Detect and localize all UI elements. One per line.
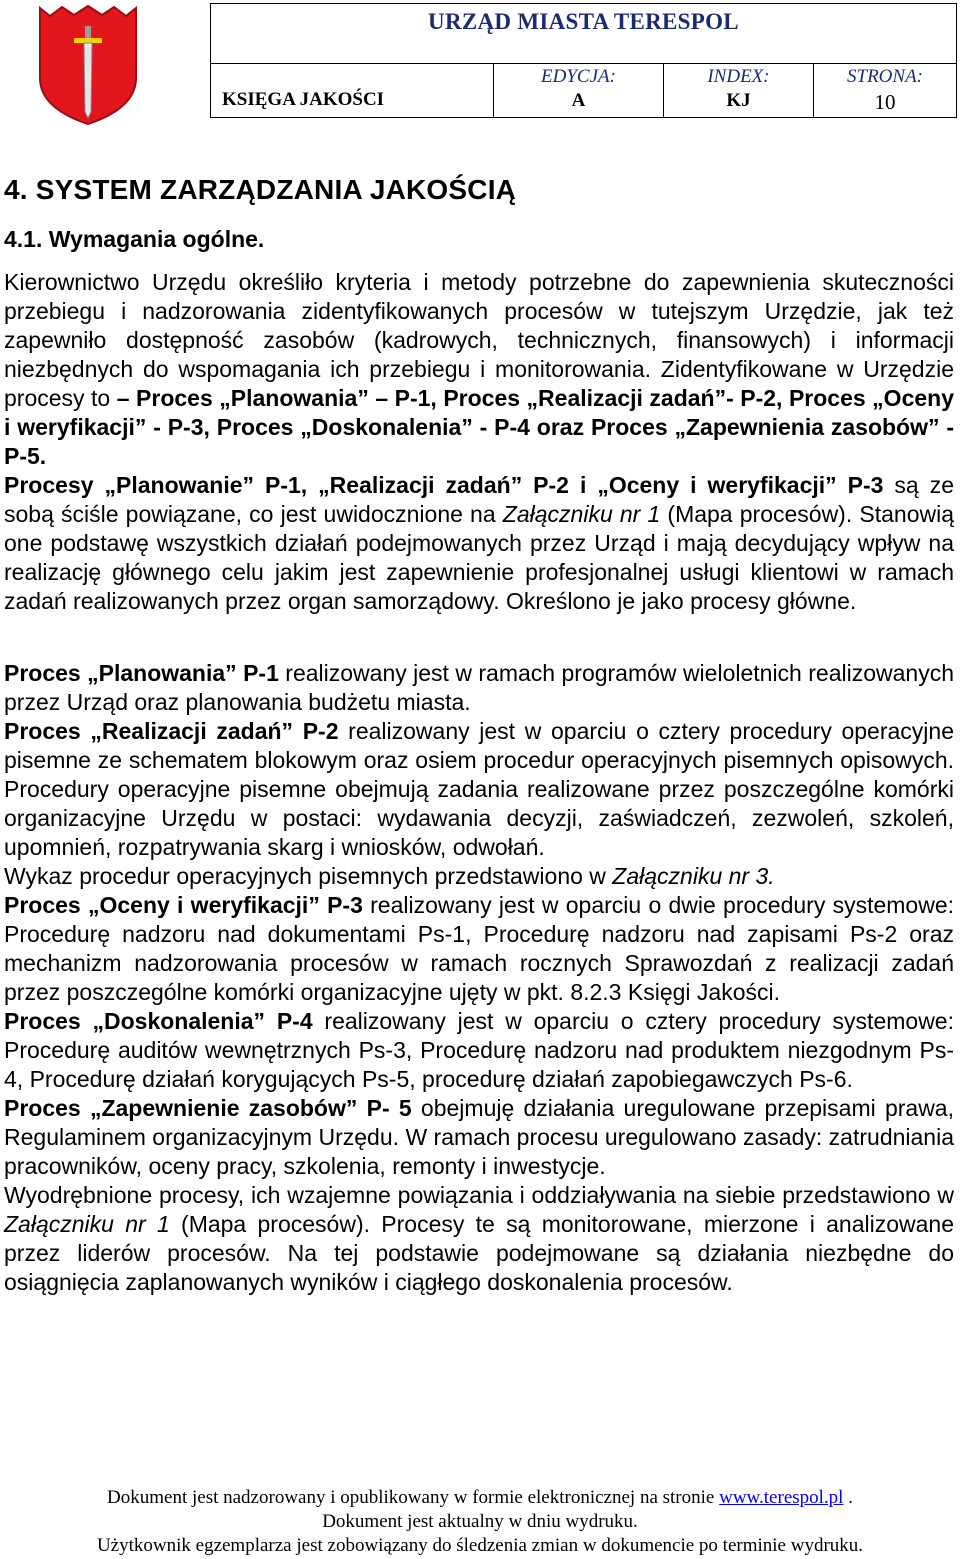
index-value: KJ xyxy=(726,90,751,111)
document-body xyxy=(4,268,954,1297)
document-footer xyxy=(0,1486,960,1558)
edition-label: EDYCJA: xyxy=(541,66,616,87)
footer-line-1 xyxy=(0,1486,960,1510)
text-run: Wykaz procedur operacyjnych pisemnych przedstawiono w xyxy=(4,863,613,889)
paragraph-intro xyxy=(4,268,954,471)
text-run: Kierownictwo Urzędu określiło kryteria i metody potrzebne do zapewnienia skuteczności przebiegu i nadzorowania zidentyfikowanych procesów w tutejszym Urzędzie, jak też zapewniło dostępność zasobów (kadrowych, technicznych, finansowych) i informacji niezbędnych do wspomagania ich przebiegu i monitorowania. Zidentyfikowane w Urzędzie procesy to xyxy=(4,269,954,411)
process-name: Proces „Realizacji zadań” P-2 xyxy=(4,718,339,744)
footer-text: Dokument jest nadzorowany i opublikowany w formie elektronicznej na stronie xyxy=(107,1487,720,1508)
index-label: INDEX: xyxy=(707,66,770,87)
text-run: są ze sobą ściśle powiązane, co jest uwidocznione na xyxy=(4,472,954,527)
text-run: (Mapa procesów). Stanowią one podstawę wszystkich działań podejmowanych przez Urząd i mają decydujący wpływ na realizację głównego celu jakim jest zapewnienie profesjonalnej usługi klientowi w ramach zadań realizowanych przez organ samorządowy. Określono je jako procesy główne. xyxy=(4,501,954,614)
process-name: Proces „Oceny i weryfikacji” P-3 xyxy=(4,892,363,918)
process-name: Proces „Planowania” P-1 xyxy=(4,660,279,686)
main-processes-names: Procesy „Planowanie” P-1, „Realizacji zadań” P-2 i „Oceny i weryfikacji” P-3 xyxy=(4,472,884,498)
page-label: STRONA: xyxy=(847,66,923,87)
paragraph-p1 xyxy=(4,659,954,717)
paragraph-main-processes xyxy=(4,471,954,616)
text-run: realizowany jest w oparciu o cztery procedury systemowe: Procedurę auditów wewnętrznych Ps-3, Procedurę nadzoru nad produktem niezgodnym Ps-4, Procedurę działań korygujących Ps-5, procedurę działań zapobiegawczych Ps-6. xyxy=(4,1008,954,1092)
attachment-ref: Załączniku nr 1 xyxy=(4,1211,170,1237)
paragraph-p4 xyxy=(4,1007,954,1094)
paragraph-p5 xyxy=(4,1094,954,1181)
terespol-coat-of-arms-icon xyxy=(36,4,140,126)
process-name: Proces „Doskonalenia” P-4 xyxy=(4,1008,313,1034)
page-cell xyxy=(814,64,957,118)
edition-value: A xyxy=(571,90,586,111)
text-run: realizowany jest w ramach programów wieloletnich realizowanych przez Urząd oraz planowania budżetu miasta. xyxy=(4,660,954,715)
document-header xyxy=(210,3,957,118)
paragraph-p2 xyxy=(4,717,954,862)
footer-text: . xyxy=(843,1487,853,1508)
paragraph-summary xyxy=(4,1181,954,1297)
attachment-ref: Załączniku nr 1 xyxy=(502,501,661,527)
processes-list: – Proces „Planowania” – P-1, Proces „Realizacji zadań”- P-2, Proces „Oceny i weryfikacji” - P-3, Proces „Doskonalenia” - P-4 oraz Proces „Zapewnienia zasobów” - P-5. xyxy=(4,385,954,469)
attachment-ref: Załączniku nr 3. xyxy=(612,863,775,889)
text-run: realizowany jest w oparciu o cztery procedury operacyjne pisemne ze schematem blokowym oraz osiem procedur operacyjnych pisemnych opisowych. Procedury operacyjne pisemne obejmują zadania realizowane przez poszczególne komórki organizacyjne Urzędu w postaci: wydawania decyzji, zaświadczeń, zezwoleń, szkoleń, upomnień, rozpatrywania skarg i wniosków, odwołań. xyxy=(4,718,954,860)
footer-line-2: Dokument jest aktualny w dniu wydruku. xyxy=(322,1511,638,1532)
website-link[interactable]: www.terespol.pl xyxy=(719,1487,844,1508)
text-run: Wyodrębnione procesy, ich wzajemne powiązania i oddziaływania na siebie przedstawiono w xyxy=(4,1182,954,1208)
book-title: KSIĘGA JAKOŚCI xyxy=(211,64,494,118)
process-name: Proces „Zapewnienie zasobów” P- 5 xyxy=(4,1095,412,1121)
text-run: obejmuję działania uregulowane przepisami prawa, Regulaminem organizacyjnym Urzędu. W ramach procesu uregulowano zasady: zatrudniania pracowników, oceny pracy, szkolenia, remonty i inwestycje. xyxy=(4,1095,954,1179)
page-number: 10 xyxy=(874,90,896,114)
paragraph-p3 xyxy=(4,891,954,1007)
paragraph-procedures-list xyxy=(4,862,954,891)
edition-cell xyxy=(494,64,664,118)
spacer xyxy=(4,616,954,659)
footer-line-3: Użytkownik egzemplarza jest zobowiązany do śledzenia zmian w dokumencie po terminie wydruku. xyxy=(96,1535,864,1556)
text-run: realizowany jest w oparciu o dwie procedury systemowe: Procedurę nadzoru nad dokumentami Ps-1, Procedurę nadzoru nad zapisami Ps-2 oraz mechanizm nadzorowania procesów w ramach rocznych Sprawozdań z realizacji zadań przez poszczególne komórki organizacyjne ujęty w pkt. 8.2.3 Księgi Jakości. xyxy=(4,892,954,1005)
office-name: URZĄD MIASTA TERESPOL xyxy=(211,4,957,64)
text-run: (Mapa procesów). Procesy te są monitorowane, mierzone i analizowane przez liderów procesów. Na tej podstawie podejmowane są działania niezbędne do osiągnięcia zaplanowanych wyników i ciągłego doskonalenia procesów. xyxy=(4,1211,954,1295)
index-cell xyxy=(664,64,814,118)
subsection-heading: 4.1. Wymagania ogólne. xyxy=(4,226,265,252)
section-heading: 4. SYSTEM ZARZĄDZANIA JAKOŚCIĄ xyxy=(4,174,517,205)
